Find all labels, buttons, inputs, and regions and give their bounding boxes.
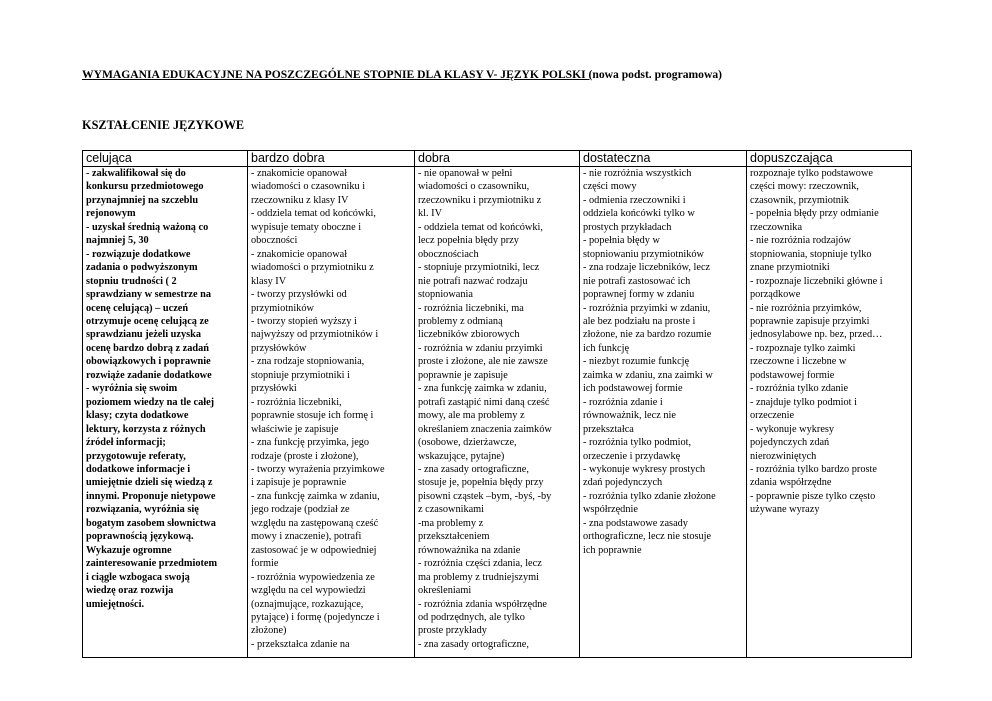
header-celujaca: celująca <box>83 151 248 167</box>
grading-requirements-table <box>82 150 912 658</box>
header-dopuszczajaca: dopuszczająca <box>747 151 912 167</box>
requirements-bardzo-dobra: - znakomicie opanował wiadomości o czasowniku i rzeczowniku z klasy IV - oddziela temat od końcówki, wypisuje tematy oboczne i oboczności - znakomicie opanował wiadomości o przymiotniku z klasy IV - tworzy przysłówki od przymiotników - tworzy stopień wyższy i najwyższy od przymiotników i przysłówków - zna rodzaje stopniowania, stopniuje przymiotniki i przysłówki - rozróżnia liczebniki, poprawnie stosuje ich formę i właściwie je zapisuje - zna funkcję przyimka, jego rodzaje (proste i złożone), - tworzy wyrażenia przyimkowe i zapisuje je poprawnie - zna funkcję zaimka w zdaniu, jego rodzaje (podział ze względu na zastępowaną cześć mowy i znaczenie), potrafi zastosować je w odpowiedniej formie - rozróżnia wypowiedzenia ze względu na cel wypowiedzi (oznajmujące, rozkazujące, pytające) i formę (pojedyncze i złożone) - przekształca zdanie na <box>251 168 385 650</box>
requirements-celujaca: - zakwalifikował się do konkursu przedmiotowego przynajmniej na szczeblu rejonowym - uzyskał średnią ważoną co najmniej 5, 30 - rozwiązuje dodatkowe zadania o podwyższonym stopniu trudności ( 2 sprawdziany w semestrze na ocenę celującą) – uczeń otrzymuje ocenę celującą ze sprawdzianu jeżeli uzyska ocenę bardzo dobrą z zadań obowiązkowych i poprawnie rozwiąże zadanie dodatkowe - wyróżnia się swoim poziomem wiedzy na tle całej klasy; czyta dodatkowe lektury, korzysta z różnych źródeł informacji; przygotowuje referaty, dodatkowe informacje i umiejętnie dzieli się wiedzą z innymi. Proponuje nietypowe rozwiązania, wyróżnia się bogatym zasobem słownictwa poprawnością językową. Wykazuje ogromne zainteresowanie przedmiotem i ciągle wzbogaca swoją wiedzę oraz rozwija umiejętności. <box>86 168 218 610</box>
document-title-main: WYMAGANIA EDUKACYJNE NA POSZCZEGÓLNE STOPNIE DLA KLASY V- JĘZYK POLSKI ( <box>82 68 593 81</box>
table-row <box>83 167 912 658</box>
cell-dopuszczajaca <box>747 167 912 658</box>
cell-bardzo-dobra <box>248 167 415 658</box>
header-dostateczna: dostateczna <box>580 151 747 167</box>
requirements-dopuszczajaca: rozpoznaje tylko podstawowe części mowy: rzeczownik, czasownik, przymiotnik - popełnia błędy przy odmianie rzeczownika - nie rozróżnia rodzajów stopniowania, stopniuje tylko znane przymiotniki - rozpoznaje liczebniki główne i porządkowe - nie rozróżnia przyimków, poprawnie zapisuje przyimki jednosylabowe np. bez, przed… - rozpoznaje tylko zaimki rzeczowne i liczebne w podstawowej formie - rozróżnia tylko zdanie - znajduje tylko podmiot i orzeczenie - wykonuje wykresy pojedynczych zdań nierozwiniętych - rozróżnia tylko bardzo proste zdania współrzędne - poprawnie pisze tylko często używane wyrazy <box>750 168 883 516</box>
requirements-dobra: - nie opanował w pełni wiadomości o czasowniku, rzeczowniku i przymiotniku z kl. IV - oddziela temat od końcówki, lecz popełnia błędy przy obocznościach - stopniuje przymiotniki, lecz nie potrafi nazwać rodzaju stopniowania - rozróżnia liczebniki, ma problemy z odmianą liczebników zbiorowych - rozróżnia w zdaniu przyimki proste i złożone, ale nie zawsze poprawnie je zapisuje - zna funkcję zaimka w zdaniu, potrafi zastąpić nimi daną cześć mowy, ale ma problemy z określaniem znaczenia zaimków (osobowe, dzierżawcze, wskazujące, pytajne) - zna zasady ortograficzne, stosuje je, popełnia błędy przy pisowni cząstek –bym, -byś, -by z czasownikami -ma problemy z przekształceniem równoważnika na zdanie - rozróżnia części zdania, lecz ma problemy z trudniejszymi określeniami - rozróżnia zdania współrzędne od podrzędnych, ale tylko proste przykłady - zna zasady ortograficzne, <box>418 168 552 650</box>
header-bardzo-dobra: bardzo dobra <box>248 151 415 167</box>
requirements-dostateczna: - nie rozróżnia wszystkich części mowy - odmienia rzeczowniki i oddziela końcówki tylko w prostych przykładach - popełnia błędy w stopniowaniu przymiotników - zna rodzaje liczebników, lecz nie potrafi zastosować ich poprawnej formy w zdaniu - rozróżnia przyimki w zdaniu, ale bez podziału na proste i złożone, nie za bardzo rozumie ich funkcję - niezbyt rozumie funkcję zaimka w zdaniu, zna zaimki w ich podstawowej formie - rozróżnia zdanie i równoważnik, lecz nie przekształca - rozróżnia tylko podmiot, orzeczenie i przydawkę - wykonuje wykresy prostych zdań pojedynczych - rozróżnia tylko zdanie złożone współrzędnie - zna podstawowe zasady orthograficzne, lecz nie stosuje ich poprawnie <box>583 168 716 556</box>
cell-celujaca <box>83 167 248 658</box>
document-title-suffix: nowa podst. programowa) <box>592 68 723 81</box>
table-header-row <box>83 151 912 167</box>
cell-dobra <box>415 167 580 658</box>
section-heading: KSZTAŁCENIE JĘZYKOWE <box>82 118 245 132</box>
header-dobra: dobra <box>415 151 580 167</box>
document-title <box>82 68 942 81</box>
cell-dostateczna <box>580 167 747 658</box>
